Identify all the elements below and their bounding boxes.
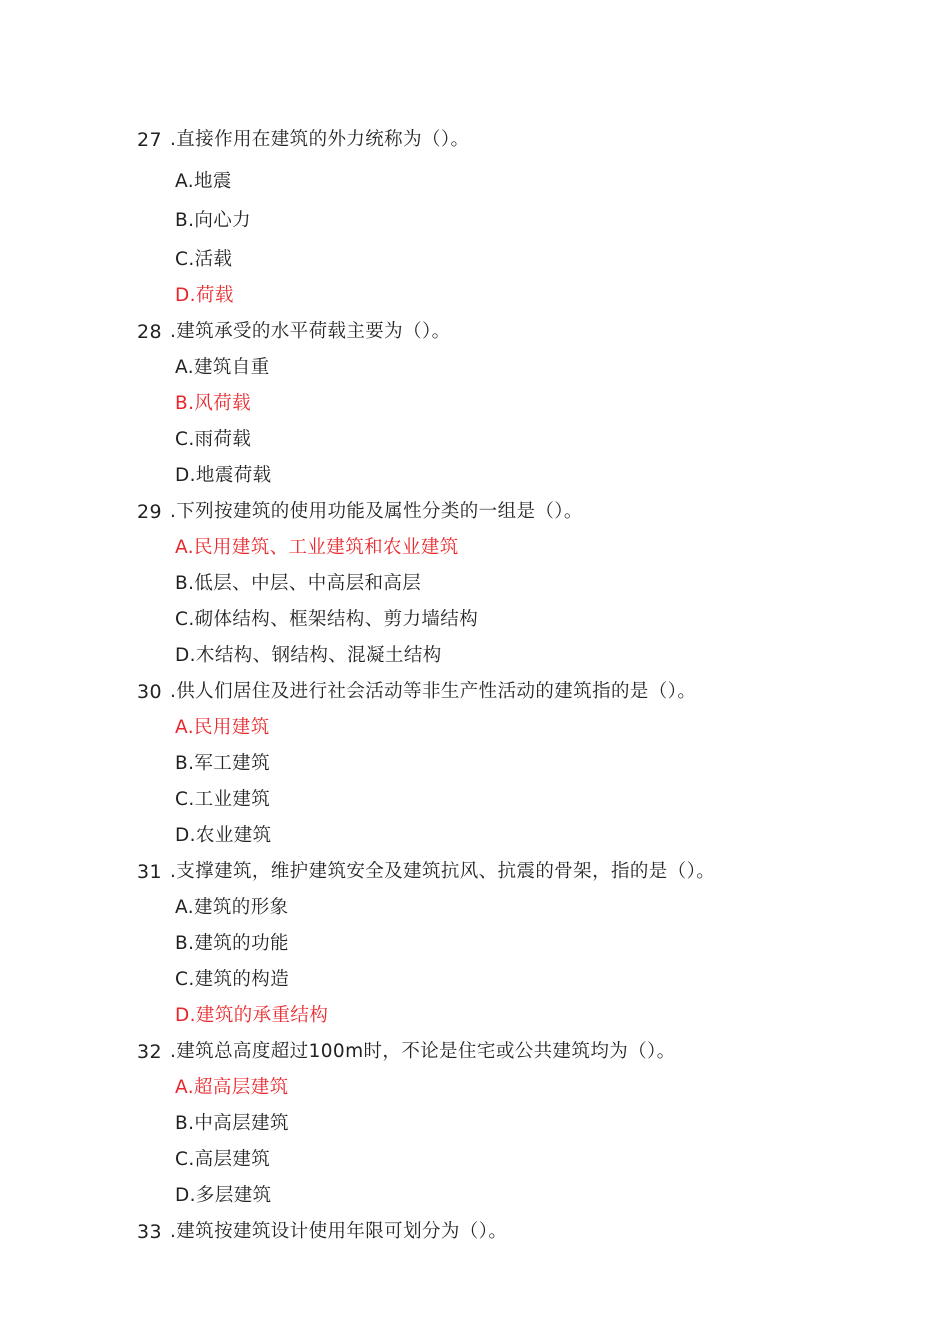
option-d: D.多层建筑 [175,1185,272,1206]
option-c: C.雨荷载 [175,429,252,450]
option-a-answer: A.超高层建筑 [175,1077,289,1098]
option-a-answer: A.民用建筑、工业建筑和农业建筑 [175,537,459,558]
question-number: 31 [137,861,162,883]
option-b: B.军工建筑 [175,753,270,774]
option-a: A.地震 [175,171,232,192]
question-text: .支撑建筑，维护建筑安全及建筑抗风、抗震的骨架，指的是（）。 [170,861,716,882]
question-text: .直接作用在建筑的外力统称为（）。 [170,129,470,150]
question-number: 33 [137,1221,162,1243]
question-text: .建筑承受的水平荷载主要为（）。 [170,321,451,342]
option-c: C.砌体结构、框架结构、剪力墙结构 [175,609,479,630]
question-number: 29 [137,501,162,523]
question-number: 28 [137,321,162,343]
question-text: .建筑总高度超过100m时，不论是住宅或公共建筑均为（）。 [170,1041,676,1062]
option-d: D.木结构、钢结构、混凝土结构 [175,645,442,666]
option-d-answer: D.建筑的承重结构 [175,1005,329,1026]
question-text: .供人们居住及进行社会活动等非生产性活动的建筑指的是（）。 [170,681,697,702]
option-c: C.高层建筑 [175,1149,271,1170]
option-b-answer: B.风荷载 [175,393,252,414]
option-c: C.建筑的构造 [175,969,290,990]
option-b: B.向心力 [175,210,252,231]
question-number: 30 [137,681,162,703]
option-d: D.地震荷载 [175,465,272,486]
question-text: .下列按建筑的使用功能及属性分类的一组是（）。 [170,501,583,522]
option-d: D.农业建筑 [175,825,272,846]
option-b: B.建筑的功能 [175,933,289,954]
option-b: B.中高层建筑 [175,1113,289,1134]
option-c: C.活载 [175,249,233,270]
option-a-answer: A.民用建筑 [175,717,270,738]
option-c: C.工业建筑 [175,789,271,810]
option-a: A.建筑自重 [175,357,270,378]
option-b: B.低层、中层、中高层和高层 [175,573,422,594]
question-number: 32 [137,1041,162,1063]
option-a: A.建筑的形象 [175,897,289,918]
question-text: .建筑按建筑设计使用年限可划分为（）。 [170,1221,508,1242]
option-d-answer: D.荷载 [175,285,234,306]
question-number: 27 [137,129,162,151]
